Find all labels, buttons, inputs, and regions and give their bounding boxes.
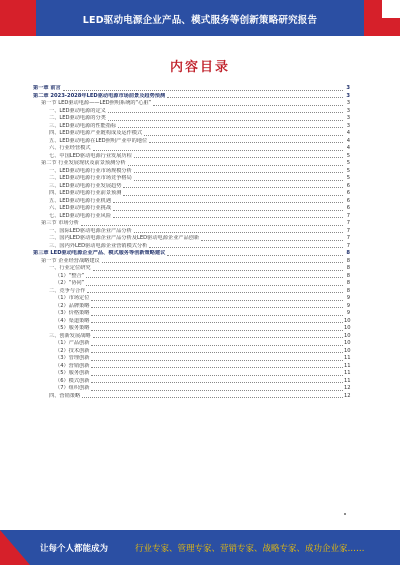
toc-entry-title: 第二节 行业发展现状及前景预测分析 (41, 160, 126, 166)
toc-page-number: 8 (346, 272, 350, 279)
toc-leader-dots (86, 285, 343, 286)
toc-entry[interactable] (33, 235, 350, 243)
toc-page-number: 7 (346, 212, 350, 219)
toc-page-number: 3 (346, 107, 350, 114)
toc-leader-dots (113, 210, 343, 211)
toc-entry-title: 一、国际LED驱动电源企业产品分析 (49, 227, 132, 234)
toc-entry-title: 三、国内外LED驱动电源企业营销模式分析 (49, 242, 148, 249)
toc-entry-title: 二、竞争与合作 (49, 287, 86, 294)
toc-page-number: 3 (346, 122, 350, 129)
page-footer (0, 530, 400, 565)
toc-entry[interactable] (33, 273, 350, 281)
toc-leader-dots (91, 330, 343, 331)
toc-entry[interactable] (33, 93, 350, 101)
toc-entry-title: （2）“协同” (55, 280, 85, 286)
toc-page-number: 11 (344, 370, 351, 376)
toc-leader-dots (91, 382, 343, 383)
toc-entry[interactable] (33, 325, 350, 333)
toc-leader-dots (91, 352, 343, 353)
toc-entry[interactable] (33, 378, 350, 386)
toc-entry-title: 第一节 企业经营战略建议 (41, 257, 100, 264)
toc-leader-dots (63, 90, 343, 91)
toc-entry[interactable] (33, 370, 350, 378)
toc-entry[interactable] (33, 288, 350, 296)
toc-entry-title: 五、LED驱动电源在LED照明产业中的地位 (49, 137, 148, 144)
toc-entry[interactable] (33, 138, 350, 146)
toc-page-number: 8 (346, 250, 350, 256)
toc-page-number: 6 (346, 182, 350, 189)
toc-entry-title: 五、LED驱动电源行业机遇 (49, 197, 112, 204)
toc-entry[interactable] (33, 258, 350, 266)
toc-leader-dots (93, 270, 343, 271)
toc-entry-title: 三、LED驱动电源的性能指标 (49, 122, 117, 129)
toc-entry-title: 四、营销策略 (49, 392, 81, 399)
toc-page-number: 8 (346, 257, 350, 264)
toc-page-number: 10 (344, 347, 351, 354)
toc-page-number: 6 (346, 197, 350, 204)
toc-entry[interactable] (33, 340, 350, 348)
toc-entry[interactable] (33, 160, 350, 168)
page-header (0, 0, 400, 36)
toc-page-number: 5 (346, 152, 350, 159)
toc-entry[interactable] (33, 220, 350, 228)
toc-page-number: 9 (346, 302, 350, 309)
toc-entry[interactable] (33, 198, 350, 206)
toc-entry[interactable] (33, 318, 350, 326)
footer-slogan-right: 行业专家、管理专家、营销专家、战略专家、成功企业家…… (135, 544, 365, 554)
toc-entry-title: 二、LED驱动电源的分类 (49, 115, 106, 121)
toc-entry[interactable] (33, 348, 350, 356)
toc-page-number: 4 (346, 145, 350, 151)
toc-leader-dots (201, 240, 343, 241)
toc-entry-title: （1）市场定位 (55, 295, 90, 301)
toc-entry[interactable] (33, 243, 350, 251)
toc-page-number: 8 (346, 280, 350, 286)
toc-leader-dots (93, 337, 343, 338)
toc-leader-dots (91, 375, 343, 376)
toc-leader-dots (91, 300, 343, 301)
toc-entry[interactable] (33, 213, 350, 221)
table-of-contents (33, 85, 350, 400)
toc-entry[interactable] (33, 108, 350, 116)
toc-page-number: 12 (344, 392, 351, 399)
toc-page-number: 8 (346, 265, 350, 271)
toc-leader-dots (82, 397, 343, 398)
toc-leader-dots (149, 142, 343, 143)
toc-entry-title: 三、创新发展战略 (49, 332, 91, 339)
toc-leader-dots (108, 112, 343, 113)
toc-page-number: 5 (346, 175, 350, 181)
toc-leader-dots (91, 307, 343, 308)
toc-entry[interactable] (33, 303, 350, 311)
toc-entry-title: 一、行业定位研究 (49, 265, 91, 271)
toc-leader-dots (91, 322, 343, 323)
toc-leader-dots (81, 225, 343, 226)
toc-entry[interactable] (33, 228, 350, 236)
toc-leader-dots (108, 120, 343, 121)
toc-page-number: 10 (344, 317, 351, 324)
toc-leader-dots (113, 202, 343, 203)
toc-entry[interactable] (33, 265, 350, 273)
toc-leader-dots (102, 262, 343, 263)
toc-entry-title: （1）产品创新 (55, 340, 90, 346)
toc-page-number: 3 (346, 92, 350, 99)
toc-page-number: 7 (346, 220, 350, 226)
toc-page-number: 10 (344, 340, 351, 346)
toc-entry-title: （4）营销创新 (55, 362, 90, 369)
toc-entry-title: （1）“整合” (55, 272, 85, 279)
toc-entry[interactable] (33, 115, 350, 123)
toc-entry-title: （4）渠道策略 (55, 317, 90, 324)
toc-page-number: 9 (346, 295, 350, 301)
toc-entry[interactable] (33, 190, 350, 198)
toc-leader-dots (113, 217, 343, 218)
toc-leader-dots (91, 345, 343, 346)
toc-leader-dots (91, 390, 343, 391)
toc-entry[interactable] (33, 363, 350, 371)
toc-leader-dots (91, 360, 343, 361)
toc-leader-dots (86, 277, 343, 278)
toc-leader-dots (91, 315, 343, 316)
toc-page-number: 10 (344, 332, 351, 339)
toc-page-number: 6 (346, 190, 350, 196)
toc-leader-dots (149, 247, 343, 248)
toc-leader-dots (91, 367, 343, 368)
toc-entry[interactable] (33, 393, 350, 401)
toc-entry-title: 六、行业经营模式 (49, 145, 91, 151)
toc-entry[interactable] (33, 355, 350, 363)
toc-page-number: 11 (344, 355, 351, 361)
toc-page-number: 5 (346, 167, 350, 174)
toc-entry-title: 四、LED驱动电源产业链构成及运作模式 (49, 130, 143, 136)
toc-leader-dots (87, 292, 343, 293)
toc-entry[interactable] (33, 250, 350, 258)
toc-entry[interactable] (33, 130, 350, 138)
toc-leader-dots (134, 232, 343, 233)
toc-page-number: 11 (344, 377, 351, 384)
footer-corner (0, 530, 30, 565)
toc-entry-title: （5）服务策略 (55, 325, 90, 331)
toc-entry-title: 六、LED驱动电源行业挑战 (49, 205, 112, 211)
toc-entry[interactable] (33, 295, 350, 303)
toc-leader-dots (128, 165, 343, 166)
toc-entry[interactable] (33, 168, 350, 176)
toc-entry-title: 七、中国LED驱动电源行业发展历程 (49, 152, 132, 159)
toc-leader-dots (123, 195, 343, 196)
toc-page-number: 3 (346, 85, 350, 91)
toc-entry-title: （2）品牌策略 (55, 302, 90, 309)
toc-entry[interactable] (33, 153, 350, 161)
toc-page-number: 3 (346, 100, 350, 106)
toc-page-number: 3 (346, 115, 350, 121)
toc-page-number: 9 (346, 310, 350, 316)
toc-leader-dots (134, 180, 343, 181)
toc-page-number: 7 (346, 242, 350, 249)
toc-entry-title: （3）价格策略 (55, 310, 90, 316)
toc-page-number: 4 (346, 130, 350, 136)
toc-entry[interactable] (33, 280, 350, 288)
toc-leader-dots (134, 157, 343, 158)
toc-entry-title: 二、LED驱动电源行业市场竞争格局 (49, 175, 132, 181)
toc-leader-dots (167, 97, 343, 98)
toc-page-number: 5 (346, 160, 350, 166)
toc-entry[interactable] (33, 310, 350, 318)
toc-page-number: 7 (346, 235, 350, 241)
toc-page-number: 4 (346, 137, 350, 144)
footer-slogan-left: 让每个人都能成为 (40, 544, 109, 554)
toc-entry-title: 七、LED驱动电源行业风险 (49, 212, 112, 219)
toc-entry-title: 三、LED驱动电源行业发展趋势 (49, 182, 122, 189)
toc-entry-title: 一、LED驱动电源行业市场规模分析 (49, 167, 132, 174)
toc-entry-title: 二、国内LED驱动电源企业产品分析及LED驱动电源企业产品创新 (49, 235, 200, 241)
toc-entry[interactable] (33, 333, 350, 341)
toc-leader-dots (93, 150, 343, 151)
toc-page-number: 7 (346, 227, 350, 234)
toc-leader-dots (144, 135, 343, 136)
toc-entry-title: （3）管理创新 (55, 355, 90, 361)
toc-entry[interactable] (33, 385, 350, 393)
toc-entry-title: 四、LED驱动电源行业前景预测 (49, 190, 122, 196)
toc-entry[interactable] (33, 183, 350, 191)
toc-entry[interactable] (33, 85, 350, 93)
toc-entry-title: （2）技术创新 (55, 347, 90, 354)
toc-leader-dots (134, 172, 343, 173)
toc-leader-dots (153, 105, 343, 106)
toc-entry[interactable] (33, 145, 350, 153)
toc-entry-title: 第三节 市场分析 (41, 220, 79, 226)
toc-heading: 内容目录 (169, 60, 230, 75)
toc-page-number: 6 (346, 205, 350, 211)
toc-entry-title: （7）组织创新 (55, 385, 90, 391)
toc-entry[interactable] (33, 175, 350, 183)
toc-entry-title: 第一章 前言 (33, 85, 61, 91)
toc-entry[interactable] (33, 205, 350, 213)
toc-leader-dots (167, 255, 343, 256)
toc-entry[interactable] (33, 123, 350, 131)
toc-entry-title: 第一节 LED驱动电源——LED照明系统的“心脏” (41, 100, 152, 106)
toc-entry[interactable] (33, 100, 350, 108)
toc-page-number: 10 (344, 325, 351, 331)
toc-page-number: 12 (344, 385, 351, 391)
toc-leader-dots (123, 187, 343, 188)
toc-page-number: 8 (346, 287, 350, 294)
toc-entry-title: （6）模式创新 (55, 377, 90, 384)
toc-leader-dots (118, 127, 343, 128)
page-marker (344, 513, 346, 515)
toc-page-number: 11 (344, 362, 351, 369)
report-title: LED驱动电源企业产品、模式服务等创新策略研究报告 (82, 15, 318, 26)
toc-entry-title: 第二章 2023-2028年LED驱动电源市场前景及趋势预测 (33, 92, 166, 99)
toc-entry-title: （5）服务创新 (55, 370, 90, 376)
toc-entry-title: 第三章 LED驱动电源企业产品、模式服务等创新策略建议 (33, 250, 166, 256)
toc-entry-title: 一、LED驱动电源的定义 (49, 107, 106, 114)
